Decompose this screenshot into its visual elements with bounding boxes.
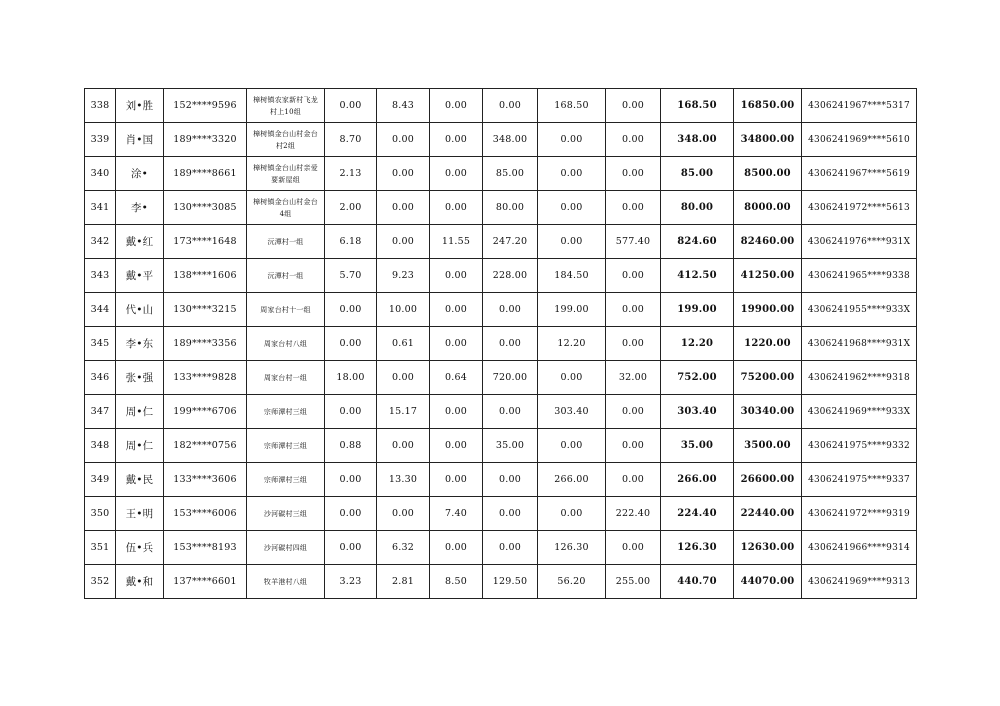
table-row xyxy=(85,191,917,225)
value-1-cell: 0.00 xyxy=(325,463,377,497)
id-number-cell: 4306241955****933X xyxy=(802,293,917,327)
value-5-cell: 0.00 xyxy=(538,157,606,191)
id-number-cell: 4306241967****5619 xyxy=(802,157,917,191)
value-2-cell: 0.00 xyxy=(377,225,430,259)
value-6-cell: 255.00 xyxy=(606,565,661,599)
table-row xyxy=(85,429,917,463)
value-5-cell: 0.00 xyxy=(538,225,606,259)
value-6-cell: 0.00 xyxy=(606,293,661,327)
row-number-cell: 341 xyxy=(85,191,116,225)
phone-cell: 182****0756 xyxy=(164,429,247,463)
name-cell: 王•明 xyxy=(116,497,164,531)
name-cell: 戴•平 xyxy=(116,259,164,293)
table-row xyxy=(85,225,917,259)
address-cell: 周家台村一组 xyxy=(247,361,325,395)
row-number-cell: 349 xyxy=(85,463,116,497)
amount-cell: 44070.00 xyxy=(734,565,802,599)
name-cell: 伍•兵 xyxy=(116,531,164,565)
row-number-cell: 346 xyxy=(85,361,116,395)
value-4-cell: 228.00 xyxy=(483,259,538,293)
phone-cell: 189****3356 xyxy=(164,327,247,361)
id-number-cell: 4306241969****9313 xyxy=(802,565,917,599)
table-row xyxy=(85,89,917,123)
row-number-cell: 340 xyxy=(85,157,116,191)
amount-cell: 34800.00 xyxy=(734,123,802,157)
records-body xyxy=(85,89,917,599)
value-3-cell: 0.64 xyxy=(430,361,483,395)
total-cell: 303.40 xyxy=(661,395,734,429)
name-cell: 周•仁 xyxy=(116,429,164,463)
total-cell: 12.20 xyxy=(661,327,734,361)
value-4-cell: 0.00 xyxy=(483,89,538,123)
value-1-cell: 2.00 xyxy=(325,191,377,225)
value-2-cell: 0.00 xyxy=(377,123,430,157)
address-cell: 樟树镇金台山村亲爱要新屋组 xyxy=(247,157,325,191)
value-2-cell: 0.61 xyxy=(377,327,430,361)
total-cell: 168.50 xyxy=(661,89,734,123)
amount-cell: 1220.00 xyxy=(734,327,802,361)
address-cell: 沙河碳村四组 xyxy=(247,531,325,565)
id-number-cell: 4306241975****9332 xyxy=(802,429,917,463)
value-6-cell: 0.00 xyxy=(606,429,661,463)
id-number-cell: 4306241966****9314 xyxy=(802,531,917,565)
address-cell: 宗师潭村三组 xyxy=(247,463,325,497)
table-row xyxy=(85,497,917,531)
phone-cell: 130****3085 xyxy=(164,191,247,225)
total-cell: 126.30 xyxy=(661,531,734,565)
total-cell: 224.40 xyxy=(661,497,734,531)
total-cell: 440.70 xyxy=(661,565,734,599)
id-number-cell: 4306241969****933X xyxy=(802,395,917,429)
value-4-cell: 129.50 xyxy=(483,565,538,599)
value-3-cell: 0.00 xyxy=(430,463,483,497)
name-cell: 戴•红 xyxy=(116,225,164,259)
value-5-cell: 168.50 xyxy=(538,89,606,123)
value-1-cell: 3.23 xyxy=(325,565,377,599)
phone-cell: 153****6006 xyxy=(164,497,247,531)
phone-cell: 152****9596 xyxy=(164,89,247,123)
address-cell: 樟树镇农家新村飞龙村上10组 xyxy=(247,89,325,123)
value-2-cell: 10.00 xyxy=(377,293,430,327)
value-3-cell: 0.00 xyxy=(430,531,483,565)
row-number-cell: 344 xyxy=(85,293,116,327)
value-5-cell: 0.00 xyxy=(538,497,606,531)
row-number-cell: 338 xyxy=(85,89,116,123)
value-1-cell: 0.00 xyxy=(325,497,377,531)
value-4-cell: 80.00 xyxy=(483,191,538,225)
value-1-cell: 6.18 xyxy=(325,225,377,259)
id-number-cell: 4306241972****9319 xyxy=(802,497,917,531)
row-number-cell: 347 xyxy=(85,395,116,429)
value-3-cell: 0.00 xyxy=(430,293,483,327)
value-3-cell: 0.00 xyxy=(430,395,483,429)
address-cell: 樟树镇金台山村金台4组 xyxy=(247,191,325,225)
name-cell: 代•山 xyxy=(116,293,164,327)
table-row xyxy=(85,361,917,395)
name-cell: 周•仁 xyxy=(116,395,164,429)
table-row xyxy=(85,463,917,497)
id-number-cell: 4306241972****5613 xyxy=(802,191,917,225)
row-number-cell: 352 xyxy=(85,565,116,599)
value-3-cell: 0.00 xyxy=(430,327,483,361)
value-5-cell: 0.00 xyxy=(538,123,606,157)
id-number-cell: 4306241969****5610 xyxy=(802,123,917,157)
value-6-cell: 0.00 xyxy=(606,531,661,565)
id-number-cell: 4306241968****931X xyxy=(802,327,917,361)
table-row xyxy=(85,157,917,191)
value-6-cell: 0.00 xyxy=(606,259,661,293)
value-4-cell: 720.00 xyxy=(483,361,538,395)
value-6-cell: 0.00 xyxy=(606,191,661,225)
table-row xyxy=(85,293,917,327)
amount-cell: 19900.00 xyxy=(734,293,802,327)
table-row xyxy=(85,395,917,429)
value-4-cell: 85.00 xyxy=(483,157,538,191)
value-1-cell: 18.00 xyxy=(325,361,377,395)
table-row xyxy=(85,565,917,599)
value-4-cell: 35.00 xyxy=(483,429,538,463)
value-5-cell: 266.00 xyxy=(538,463,606,497)
total-cell: 266.00 xyxy=(661,463,734,497)
value-5-cell: 126.30 xyxy=(538,531,606,565)
value-6-cell: 0.00 xyxy=(606,89,661,123)
amount-cell: 22440.00 xyxy=(734,497,802,531)
value-1-cell: 0.00 xyxy=(325,531,377,565)
total-cell: 80.00 xyxy=(661,191,734,225)
value-2-cell: 13.30 xyxy=(377,463,430,497)
name-cell: 刘•胜 xyxy=(116,89,164,123)
address-cell: 沙河碳村三组 xyxy=(247,497,325,531)
row-number-cell: 339 xyxy=(85,123,116,157)
address-cell: 沅潭村一组 xyxy=(247,225,325,259)
value-2-cell: 2.81 xyxy=(377,565,430,599)
value-3-cell: 0.00 xyxy=(430,191,483,225)
row-number-cell: 343 xyxy=(85,259,116,293)
address-cell: 樟树镇金台山村金台村2组 xyxy=(247,123,325,157)
address-cell: 牧羊港村八组 xyxy=(247,565,325,599)
phone-cell: 189****3320 xyxy=(164,123,247,157)
value-1-cell: 8.70 xyxy=(325,123,377,157)
row-number-cell: 345 xyxy=(85,327,116,361)
table-row xyxy=(85,327,917,361)
total-cell: 348.00 xyxy=(661,123,734,157)
value-6-cell: 0.00 xyxy=(606,395,661,429)
address-cell: 宗师潭村三组 xyxy=(247,395,325,429)
row-number-cell: 348 xyxy=(85,429,116,463)
table-row xyxy=(85,531,917,565)
value-2-cell: 15.17 xyxy=(377,395,430,429)
amount-cell: 8500.00 xyxy=(734,157,802,191)
value-4-cell: 0.00 xyxy=(483,293,538,327)
value-5-cell: 303.40 xyxy=(538,395,606,429)
value-2-cell: 6.32 xyxy=(377,531,430,565)
row-number-cell: 351 xyxy=(85,531,116,565)
amount-cell: 3500.00 xyxy=(734,429,802,463)
total-cell: 85.00 xyxy=(661,157,734,191)
name-cell: 李•东 xyxy=(116,327,164,361)
phone-cell: 133****3606 xyxy=(164,463,247,497)
value-4-cell: 247.20 xyxy=(483,225,538,259)
phone-cell: 133****9828 xyxy=(164,361,247,395)
name-cell: 李• xyxy=(116,191,164,225)
value-5-cell: 12.20 xyxy=(538,327,606,361)
value-2-cell: 0.00 xyxy=(377,497,430,531)
row-number-cell: 342 xyxy=(85,225,116,259)
value-1-cell: 0.00 xyxy=(325,89,377,123)
value-1-cell: 0.00 xyxy=(325,293,377,327)
value-6-cell: 0.00 xyxy=(606,123,661,157)
phone-cell: 130****3215 xyxy=(164,293,247,327)
value-3-cell: 8.50 xyxy=(430,565,483,599)
value-2-cell: 9.23 xyxy=(377,259,430,293)
value-3-cell: 0.00 xyxy=(430,123,483,157)
value-5-cell: 0.00 xyxy=(538,191,606,225)
value-2-cell: 8.43 xyxy=(377,89,430,123)
value-1-cell: 0.88 xyxy=(325,429,377,463)
value-1-cell: 0.00 xyxy=(325,327,377,361)
value-5-cell: 56.20 xyxy=(538,565,606,599)
total-cell: 412.50 xyxy=(661,259,734,293)
name-cell: 肖•国 xyxy=(116,123,164,157)
amount-cell: 30340.00 xyxy=(734,395,802,429)
value-3-cell: 11.55 xyxy=(430,225,483,259)
value-5-cell: 199.00 xyxy=(538,293,606,327)
value-4-cell: 0.00 xyxy=(483,497,538,531)
value-3-cell: 0.00 xyxy=(430,89,483,123)
phone-cell: 189****8661 xyxy=(164,157,247,191)
value-6-cell: 0.00 xyxy=(606,327,661,361)
value-1-cell: 0.00 xyxy=(325,395,377,429)
name-cell: 涂• xyxy=(116,157,164,191)
value-5-cell: 184.50 xyxy=(538,259,606,293)
address-cell: 宗师潭村三组 xyxy=(247,429,325,463)
amount-cell: 8000.00 xyxy=(734,191,802,225)
amount-cell: 41250.00 xyxy=(734,259,802,293)
table-row xyxy=(85,259,917,293)
amount-cell: 75200.00 xyxy=(734,361,802,395)
phone-cell: 199****6706 xyxy=(164,395,247,429)
value-5-cell: 0.00 xyxy=(538,361,606,395)
value-4-cell: 0.00 xyxy=(483,463,538,497)
phone-cell: 137****6601 xyxy=(164,565,247,599)
address-cell: 周家台村八组 xyxy=(247,327,325,361)
amount-cell: 16850.00 xyxy=(734,89,802,123)
amount-cell: 82460.00 xyxy=(734,225,802,259)
value-3-cell: 0.00 xyxy=(430,429,483,463)
records-table xyxy=(84,88,917,599)
total-cell: 199.00 xyxy=(661,293,734,327)
value-2-cell: 0.00 xyxy=(377,429,430,463)
address-cell: 周家台村十一组 xyxy=(247,293,325,327)
value-2-cell: 0.00 xyxy=(377,191,430,225)
id-number-cell: 4306241976****931X xyxy=(802,225,917,259)
value-4-cell: 348.00 xyxy=(483,123,538,157)
value-6-cell: 222.40 xyxy=(606,497,661,531)
value-1-cell: 2.13 xyxy=(325,157,377,191)
value-1-cell: 5.70 xyxy=(325,259,377,293)
value-3-cell: 0.00 xyxy=(430,259,483,293)
value-6-cell: 577.40 xyxy=(606,225,661,259)
phone-cell: 138****1606 xyxy=(164,259,247,293)
value-4-cell: 0.00 xyxy=(483,531,538,565)
value-6-cell: 32.00 xyxy=(606,361,661,395)
row-number-cell: 350 xyxy=(85,497,116,531)
phone-cell: 153****8193 xyxy=(164,531,247,565)
value-2-cell: 0.00 xyxy=(377,157,430,191)
table-row xyxy=(85,123,917,157)
total-cell: 824.60 xyxy=(661,225,734,259)
address-cell: 沅潭村一组 xyxy=(247,259,325,293)
value-4-cell: 0.00 xyxy=(483,327,538,361)
phone-cell: 173****1648 xyxy=(164,225,247,259)
value-4-cell: 0.00 xyxy=(483,395,538,429)
value-3-cell: 7.40 xyxy=(430,497,483,531)
value-3-cell: 0.00 xyxy=(430,157,483,191)
name-cell: 戴•和 xyxy=(116,565,164,599)
name-cell: 戴•民 xyxy=(116,463,164,497)
value-5-cell: 0.00 xyxy=(538,429,606,463)
id-number-cell: 4306241962****9318 xyxy=(802,361,917,395)
value-6-cell: 0.00 xyxy=(606,157,661,191)
id-number-cell: 4306241967****5317 xyxy=(802,89,917,123)
total-cell: 35.00 xyxy=(661,429,734,463)
id-number-cell: 4306241975****9337 xyxy=(802,463,917,497)
id-number-cell: 4306241965****9338 xyxy=(802,259,917,293)
name-cell: 张•强 xyxy=(116,361,164,395)
total-cell: 752.00 xyxy=(661,361,734,395)
amount-cell: 12630.00 xyxy=(734,531,802,565)
amount-cell: 26600.00 xyxy=(734,463,802,497)
value-2-cell: 0.00 xyxy=(377,361,430,395)
value-6-cell: 0.00 xyxy=(606,463,661,497)
